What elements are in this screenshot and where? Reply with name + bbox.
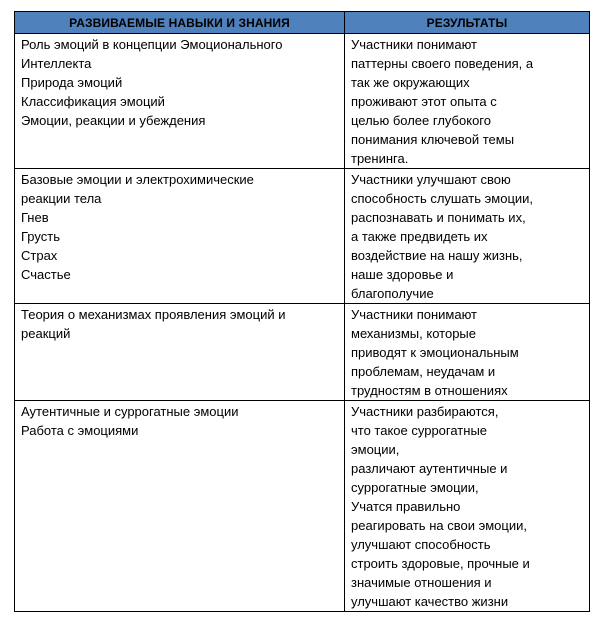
results-line: тренинга. <box>351 151 409 166</box>
results-line: улучшают качество жизни <box>351 594 509 609</box>
results-line: Участники разбираются, <box>351 404 499 419</box>
skills-cell <box>15 34 345 169</box>
table-row <box>15 169 590 304</box>
skills-line: Работа с эмоциями <box>21 423 139 438</box>
table-row <box>15 34 590 169</box>
skills-line: Аутентичные и суррогатные эмоции <box>21 404 239 419</box>
results-line: распознавать и понимать их, <box>351 210 526 225</box>
results-line: наше здоровье и <box>351 267 454 282</box>
skills-line: Страх <box>21 248 58 263</box>
results-line: проблемам, неудачам и <box>351 364 496 379</box>
results-line: значимые отношения и <box>351 575 492 590</box>
results-line: трудностям в отношениях <box>351 383 508 398</box>
results-line: различают аутентичные и <box>351 461 508 476</box>
results-cell <box>345 304 590 401</box>
results-line: воздействие на нашу жизнь, <box>351 248 523 263</box>
skills-cell <box>15 169 345 304</box>
table-row <box>15 304 590 401</box>
skills-line: Эмоции, реакции и убеждения <box>21 113 206 128</box>
skills-cell <box>15 304 345 401</box>
skills-line: Счастье <box>21 267 71 282</box>
skills-line: Роль эмоций в концепции Эмоционального <box>21 37 283 52</box>
results-line: способность слушать эмоции, <box>351 191 534 206</box>
results-line: что такое суррогатные <box>351 423 488 438</box>
skills-line: реакций <box>21 326 71 341</box>
results-line: проживают этот опыта с <box>351 94 497 109</box>
results-line: целью более глубокого <box>351 113 491 128</box>
header-skills: РАЗВИВАЕМЫЕ НАВЫКИ И ЗНАНИЯ <box>15 12 345 34</box>
results-line: суррогатные эмоции, <box>351 480 479 495</box>
results-line: реагировать на свои эмоции, <box>351 518 527 533</box>
skills-line: Теория о механизмах проявления эмоций и <box>21 307 286 322</box>
results-line: благополучие <box>351 286 434 301</box>
table-header-row <box>15 12 590 34</box>
table-row <box>15 401 590 612</box>
results-line: Учатся правильно <box>351 499 461 514</box>
skills-line: Классификация эмоций <box>21 94 165 109</box>
results-line: а также предвидеть их <box>351 229 488 244</box>
results-line: улучшают способность <box>351 537 491 552</box>
skills-cell <box>15 401 345 612</box>
results-line: строить здоровые, прочные и <box>351 556 530 571</box>
results-line: паттерны своего поведения, а <box>351 56 534 71</box>
results-line: Участники улучшают свою <box>351 172 511 187</box>
results-line: так же окружающих <box>351 75 470 90</box>
skills-line: Природа эмоций <box>21 75 123 90</box>
results-line: понимания ключевой темы <box>351 132 515 147</box>
header-results: РЕЗУЛЬТАТЫ <box>345 12 590 34</box>
skills-line: Грусть <box>21 229 60 244</box>
results-line: эмоции, <box>351 442 400 457</box>
results-line: Участники понимают <box>351 307 478 322</box>
results-cell <box>345 34 590 169</box>
results-cell <box>345 401 590 612</box>
skills-line: Интеллекта <box>21 56 92 71</box>
skills-line: реакции тела <box>21 191 102 206</box>
results-line: приводят к эмоциональным <box>351 345 519 360</box>
skills-results-table <box>14 11 590 612</box>
skills-line: Гнев <box>21 210 49 225</box>
results-cell <box>345 169 590 304</box>
results-line: механизмы, которые <box>351 326 476 341</box>
results-line: Участники понимают <box>351 37 478 52</box>
skills-line: Базовые эмоции и электрохимические <box>21 172 254 187</box>
